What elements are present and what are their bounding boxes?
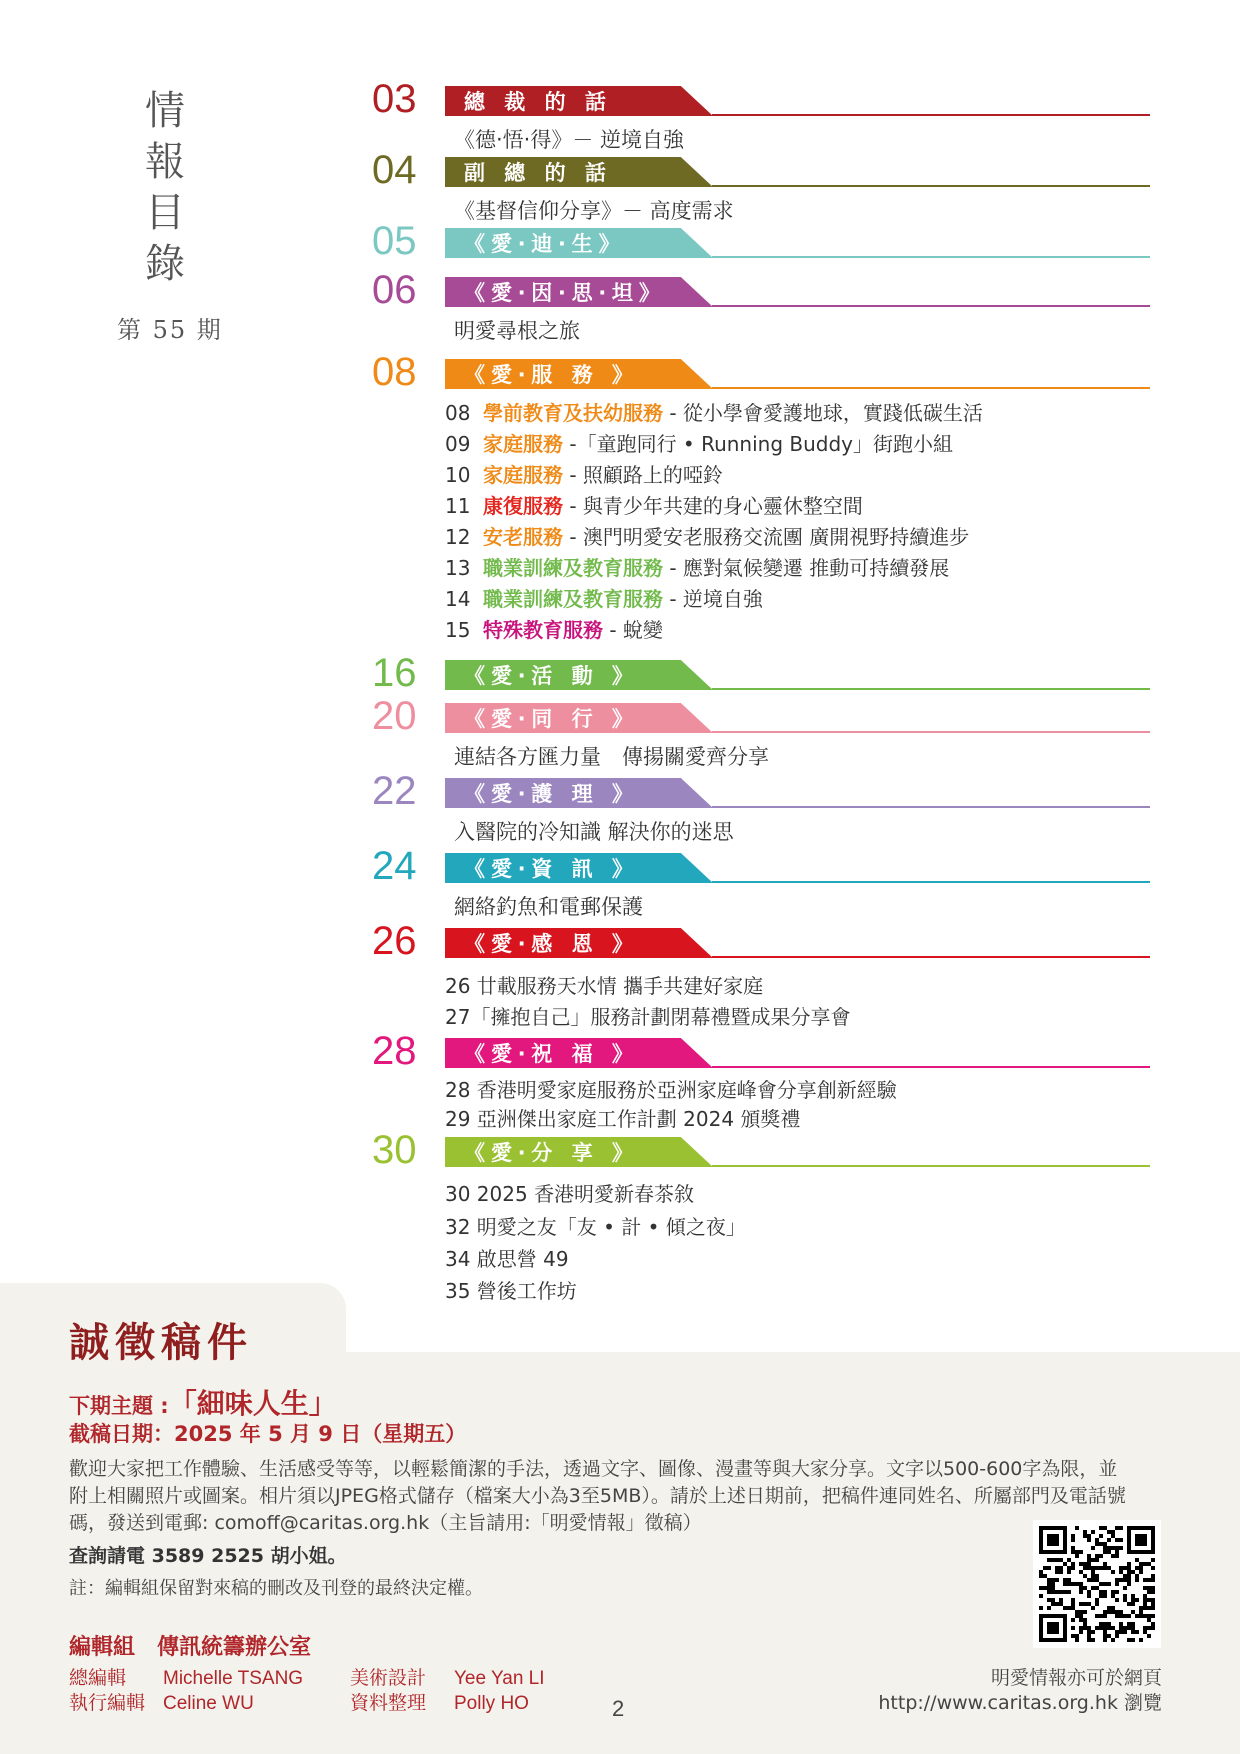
section-label: 《愛‧祝 福 》 xyxy=(464,1042,639,1066)
issue-number: 第 55 期 xyxy=(117,316,223,344)
enquiry: 查詢請電 3589 2525 胡小姐。 xyxy=(69,1545,347,1567)
section-rule xyxy=(712,185,1150,187)
section-label: 《愛‧迪‧生》 xyxy=(464,232,626,256)
section-page-number: 20 xyxy=(372,694,417,738)
theme-value: 「細味人生」 xyxy=(168,1387,337,1420)
item-title: - 逆境自強 xyxy=(663,587,763,611)
section-subtitle: 明愛尋根之旅 xyxy=(454,319,580,343)
section-label: 《愛‧感 恩 》 xyxy=(464,932,639,956)
theme-label: 下期主題 : xyxy=(69,1394,169,1418)
service-item[interactable] xyxy=(445,428,953,457)
section-rule xyxy=(712,114,1150,116)
call-body: 歡迎大家把工作體驗、生活感受等等，以輕鬆簡潔的手法，透過文字、圖像、漫畫等與大家分享。文字以500-600字為限，並附上相關照片或圖案。相片須以JPEG格式儲存（檔案大小為3至5MB）。請於上述日期前，把稿件連同姓名、所屬部門及電話號碼，發送到電郵: comoff@caritas.org.hk（主旨請用:「明愛情報」徵稿） xyxy=(69,1458,1126,1534)
section-subtitle: 入醫院的冷知識 解決你的迷思 xyxy=(454,820,734,844)
credit-art: 美術設計 Yee Yan LI xyxy=(350,1667,545,1689)
call-title: 誠徵稿件 xyxy=(69,1320,253,1366)
section-rule xyxy=(712,256,1150,258)
title-char: 錄 xyxy=(145,241,185,287)
section-page-number: 30 xyxy=(372,1128,417,1172)
section-label: 《愛‧因‧思‧坦》 xyxy=(464,281,666,305)
service-item[interactable] xyxy=(445,521,969,550)
list-item[interactable]: 27「擁抱自己」服務計劃閉幕禮暨成果分享會 xyxy=(445,1005,851,1029)
section-header xyxy=(372,77,1162,121)
toc-section[interactable] xyxy=(372,350,1162,394)
section-header xyxy=(372,148,1162,192)
section-page-number: 05 xyxy=(372,219,417,263)
section-rule xyxy=(712,1165,1150,1167)
service-item[interactable] xyxy=(445,583,763,612)
toc-section[interactable] xyxy=(372,268,1162,343)
section-label: 《愛‧同 行 》 xyxy=(464,707,639,731)
item-page: 14 xyxy=(445,587,471,611)
credit-exec: 執行編輯 Celine WU xyxy=(69,1692,254,1714)
section-rule xyxy=(712,806,1150,808)
item-page: 10 xyxy=(445,463,471,487)
service-item[interactable] xyxy=(445,397,983,426)
section-rule xyxy=(712,305,1150,307)
section-page-number: 28 xyxy=(372,1029,417,1073)
section-header xyxy=(372,651,1162,695)
item-title: - 應對氣候變遷 推動可持續發展 xyxy=(663,556,950,580)
service-item[interactable] xyxy=(445,490,863,519)
section-subtitle: 連結各方匯力量 傳揚關愛齊分享 xyxy=(454,745,769,769)
service-name: 家庭服務 xyxy=(483,463,563,487)
toc-section[interactable] xyxy=(372,769,1162,844)
item-page: 12 xyxy=(445,525,471,549)
list-item[interactable]: 34 啟思營 49 xyxy=(445,1247,569,1271)
deadline: 截稿日期：2025 年 5 月 9 日（星期五） xyxy=(69,1422,467,1446)
section-page-number: 16 xyxy=(372,651,417,695)
toc-section[interactable] xyxy=(372,694,1162,769)
service-name: 安老服務 xyxy=(483,525,563,549)
section-page-number: 04 xyxy=(372,148,417,192)
section-header xyxy=(372,769,1162,813)
item-title: - 與青少年共建的身心靈休整空間 xyxy=(563,494,863,518)
section-header xyxy=(372,844,1162,888)
toc-section[interactable] xyxy=(372,219,1162,263)
service-name: 家庭服務 xyxy=(483,432,563,456)
service-name: 職業訓練及教育服務 xyxy=(483,556,663,580)
section-page-number: 06 xyxy=(372,268,417,312)
list-item[interactable]: 30 2025 香港明愛新春茶敘 xyxy=(445,1182,695,1206)
credit-chief: 總編輯 Michelle TSANG xyxy=(69,1667,304,1689)
section-label: 《愛‧護 理 》 xyxy=(464,782,639,806)
service-item[interactable] xyxy=(445,552,949,581)
title-char: 目 xyxy=(145,190,185,236)
service-name: 康復服務 xyxy=(483,494,563,518)
list-item[interactable]: 26 廿載服務天水情 攜手共建好家庭 xyxy=(445,974,764,998)
service-name: 特殊教育服務 xyxy=(483,618,603,642)
section-header xyxy=(372,919,1162,963)
section-header xyxy=(372,1029,1162,1073)
toc-section[interactable] xyxy=(372,919,1162,963)
list-item[interactable]: 35 營後工作坊 xyxy=(445,1279,577,1303)
toc-section[interactable] xyxy=(372,148,1162,223)
section-subtitle: 《德‧悟‧得》－ 逆境自強 xyxy=(454,128,685,152)
website-url[interactable]: http://www.caritas.org.hk 瀏覽 xyxy=(878,1692,1162,1714)
section-label: 《愛‧分 享 》 xyxy=(464,1141,639,1165)
section-rule xyxy=(712,731,1150,733)
service-item[interactable] xyxy=(445,614,663,643)
title-char: 報 xyxy=(145,139,185,185)
list-item[interactable]: 32 明愛之友「友 • 計 • 傾之夜」 xyxy=(445,1215,746,1239)
editorial-title: 編輯組 傳訊統籌辦公室 xyxy=(69,1635,312,1660)
section-page-number: 08 xyxy=(372,350,417,394)
section-rule xyxy=(712,956,1150,958)
section-page-number: 24 xyxy=(372,844,417,888)
section-subtitle: 網絡釣魚和電郵保護 xyxy=(454,895,643,919)
section-subtitle: 《基督信仰分享》－ 高度需求 xyxy=(454,199,734,223)
website-note: 明愛情報亦可於網頁 xyxy=(990,1667,1162,1689)
section-rule xyxy=(712,688,1150,690)
section-header xyxy=(372,694,1162,738)
section-page-number: 26 xyxy=(372,919,417,963)
section-label: 總 裁 的 話 xyxy=(464,90,612,114)
section-label: 《愛‧活 動 》 xyxy=(464,664,639,688)
page-number: 2 xyxy=(612,1696,625,1721)
item-page: 15 xyxy=(445,618,471,642)
item-title: - 蛻變 xyxy=(603,618,663,642)
item-title: - 照顧路上的啞鈴 xyxy=(563,463,723,487)
section-header xyxy=(372,219,1162,263)
section-label: 副 總 的 話 xyxy=(464,161,612,185)
toc-section[interactable] xyxy=(372,77,1162,152)
section-label: 《愛‧服 務 》 xyxy=(464,363,639,387)
item-page: 13 xyxy=(445,556,471,580)
next-theme xyxy=(69,1382,337,1422)
service-item[interactable] xyxy=(445,459,723,488)
list-item[interactable]: 28 香港明愛家庭服務於亞洲家庭峰會分享創新經驗 xyxy=(445,1078,897,1102)
toc-section[interactable] xyxy=(372,1029,1162,1073)
page-title xyxy=(140,86,190,290)
item-page: 11 xyxy=(445,494,471,518)
toc-section[interactable] xyxy=(372,844,1162,919)
section-header xyxy=(372,268,1162,312)
toc-section[interactable] xyxy=(372,1128,1162,1172)
item-title: - 澳門明愛安老服務交流團 廣開視野持續進步 xyxy=(563,525,970,549)
item-title: - 從小學會愛護地球，實踐低碳生活 xyxy=(663,401,983,425)
section-header xyxy=(372,1128,1162,1172)
section-label: 《愛‧資 訊 》 xyxy=(464,857,639,881)
title-char: 情 xyxy=(145,88,185,134)
section-rule xyxy=(712,1066,1150,1068)
section-rule xyxy=(712,387,1150,389)
list-item[interactable]: 29 亞洲傑出家庭工作計劃 2024 頒獎禮 xyxy=(445,1107,801,1131)
credit-data: 資料整理 Polly HO xyxy=(350,1692,529,1714)
section-header xyxy=(372,350,1162,394)
toc-section[interactable] xyxy=(372,651,1162,695)
item-page: 08 xyxy=(445,401,471,425)
section-page-number: 03 xyxy=(372,77,417,121)
service-name: 職業訓練及教育服務 xyxy=(483,587,663,611)
section-page-number: 22 xyxy=(372,769,417,813)
section-rule xyxy=(712,881,1150,883)
note: 註：編輯組保留對來稿的刪改及刊登的最終決定權。 xyxy=(69,1578,483,1599)
item-page: 09 xyxy=(445,432,471,456)
service-name: 學前教育及扶幼服務 xyxy=(483,401,663,425)
item-title: -「童跑同行 • Running Buddy」街跑小組 xyxy=(563,432,954,456)
qr-code-icon[interactable] xyxy=(1033,1520,1161,1648)
